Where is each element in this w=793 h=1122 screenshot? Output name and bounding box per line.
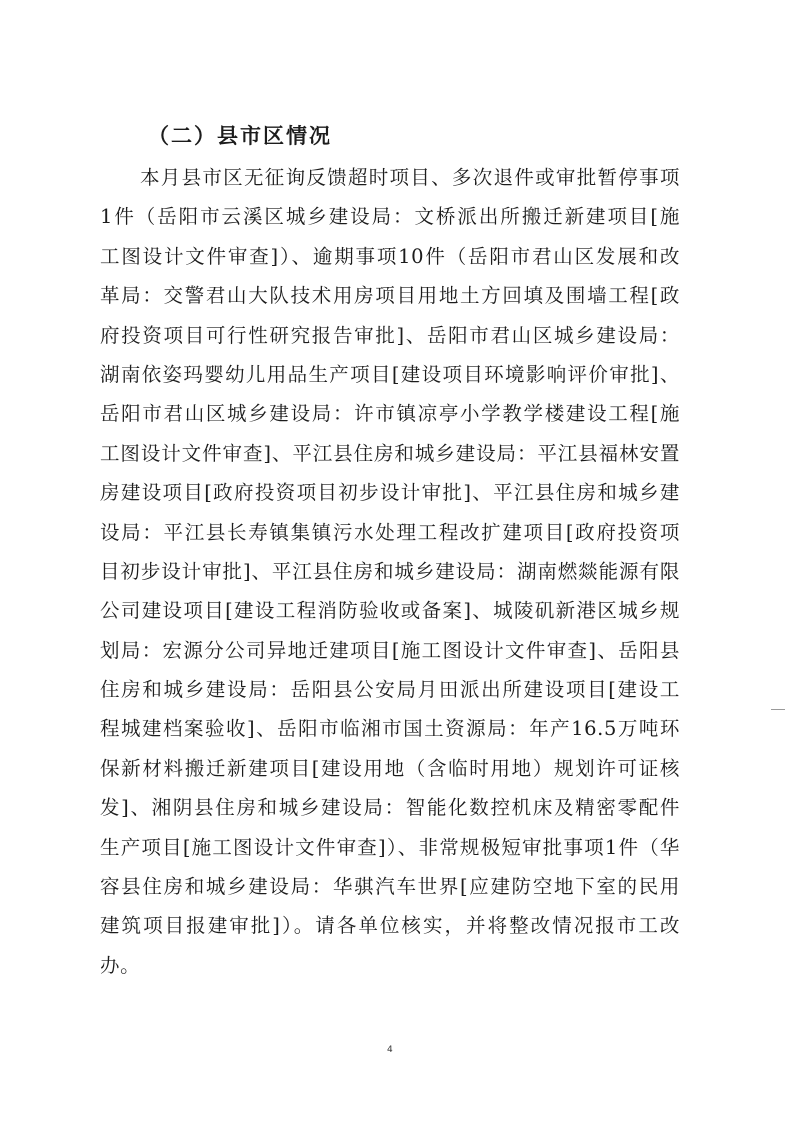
paragraph-line: 设局：平江县长寿镇集镇污水处理工程改扩建项目[政府投资项 <box>100 520 680 544</box>
paragraph-line: 划局：宏源分公司异地迁建项目[施工图设计文件审查]、岳阳县 <box>100 638 680 662</box>
paragraph-line: 本月县市区无征询反馈超时项目、多次退件或审批暂停事项 <box>140 166 680 189</box>
paragraph-line: 府投资项目可行性研究报告审批]、岳阳市君山区城乡建设局： <box>100 323 680 347</box>
paragraph-line: 发]、湘阴县住房和城乡建设局：智能化数控机床及精密零配件 <box>100 796 680 820</box>
paragraph-line: 建筑项目报建审批]）。请各单位核实，并将整改情况报市工改 <box>100 914 680 938</box>
paragraph-line: 办。 <box>100 953 141 977</box>
paragraph-line: 革局：交警君山大队技术用房项目用地土方回填及围墙工程[政 <box>100 284 680 308</box>
paragraph-line: 工图设计文件审查]、平江县住房和城乡建设局：平江县福林安置 <box>100 441 680 465</box>
paragraph-line: 房建设项目[政府投资项目初步设计审批]、平江县住房和城乡建 <box>100 481 680 505</box>
paragraph-line: 湖南依姿玛婴幼儿用品生产项目[建设项目环境影响评价审批]、 <box>100 362 680 386</box>
paragraph-line: 目初步设计审批]、平江县住房和城乡建设局：湖南燃燚能源有限 <box>100 559 680 583</box>
scan-margin-mark <box>771 709 785 710</box>
paragraph-line: 工图设计文件审查]）、逾期事项10件（岳阳市君山区发展和改 <box>100 244 680 268</box>
paragraph-line: 容县住房和城乡建设局：华骐汽车世界[应建防空地下室的民用 <box>100 875 680 899</box>
paragraph-line: 程城建档案验收]、岳阳市临湘市国土资源局：年产16.5万吨环 <box>100 717 680 741</box>
section-heading: （二）县市区情况 <box>148 123 332 148</box>
paragraph-line: 公司建设项目[建设工程消防验收或备案]、城陵矶新港区城乡规 <box>100 599 680 623</box>
paragraph-line: 1件（岳阳市云溪区城乡建设局：文桥派出所搬迁新建项目[施 <box>100 205 680 229</box>
page-number: 4 <box>387 1045 393 1055</box>
paragraph-line: 生产项目[施工图设计文件审查]）、非常规极短审批事项1件（华 <box>100 835 680 859</box>
body-paragraph <box>100 158 680 985</box>
paragraph-line: 住房和城乡建设局：岳阳县公安局月田派出所建设项目[建设工 <box>100 678 680 702</box>
paragraph-line: 岳阳市君山区城乡建设局：许市镇凉亭小学教学楼建设工程[施 <box>100 402 680 426</box>
paragraph-line: 保新材料搬迁新建项目[建设用地（含临时用地）规划许可证核 <box>100 756 680 780</box>
